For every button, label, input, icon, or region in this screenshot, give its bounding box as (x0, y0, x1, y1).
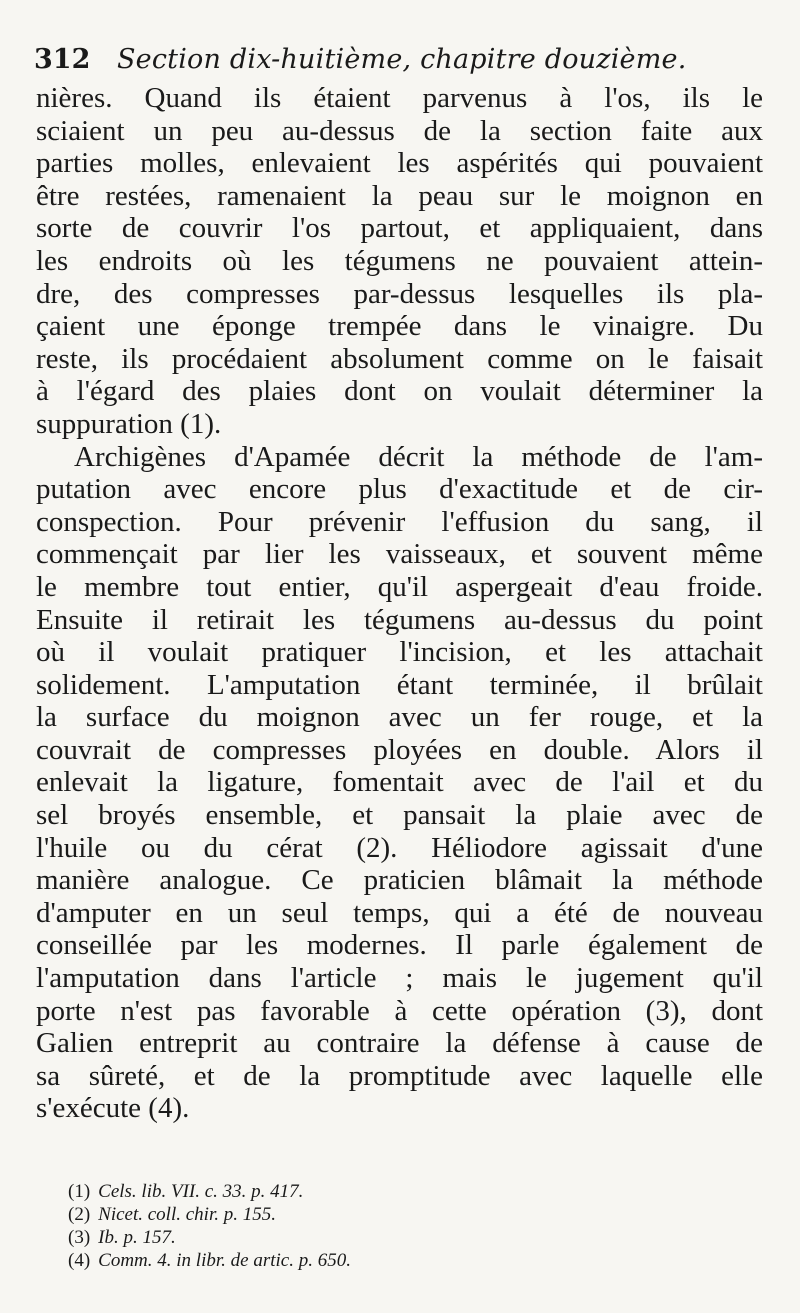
running-title: Section dix-huitième, chapitre douzième. (116, 44, 687, 75)
footnote-text: Nicet. coll. chir. p. 155. (98, 1204, 276, 1225)
text-line: sciaient un peu au-dessus de la section faite aux (36, 114, 763, 147)
text-line: couvrait de compresses ployées en double. Alors il (36, 733, 763, 766)
text-line: putation avec encore plus d'exactitude et de cir- (36, 473, 763, 506)
text-line: dre, des compresses par-dessus lesquelles ils pla- (36, 277, 763, 310)
text-line: le membre tout entier, qu'il aspergeait d'eau froide. (36, 570, 763, 603)
text-line: l'huile ou du cérat (2). Héliodore agissait d'une (36, 831, 763, 864)
footnote-text: Ib. p. 157. (98, 1227, 176, 1248)
text-line: enlevait la ligature, fomentait avec de l'ail et du (36, 766, 763, 799)
footnote-text: Comm. 4. in libr. de artic. p. 650. (98, 1250, 351, 1271)
text-line: manière analogue. Ce praticien blâmait la méthode (36, 864, 763, 897)
paragraph-continuation (36, 82, 763, 441)
page-number: 312 (34, 44, 91, 75)
paragraph-archigenes (36, 441, 763, 1125)
text-line: les endroits où les tégumens ne pouvaient attein- (36, 244, 763, 277)
footnote-mark: (1) (68, 1181, 91, 1202)
text-line: être restées, ramenaient la peau sur le moignon en (36, 179, 763, 212)
body-text (36, 82, 763, 1125)
text-line: sorte de couvrir l'os partout, et appliquaient, dans (36, 212, 763, 245)
text-line: conspection. Pour prévenir l'effusion du sang, il (36, 505, 763, 538)
text-line: commençait par lier les vaisseaux, et souvent même (36, 538, 763, 571)
text-line: sa sûreté, et de la promptitude avec laquelle elle (36, 1059, 763, 1092)
text-line: Ensuite il retirait les tégumens au-dessus du point (36, 603, 763, 636)
footnote (68, 1203, 668, 1226)
footnote-text: Cels. lib. VII. c. 33. p. 417. (98, 1181, 304, 1202)
footnote-mark: (4) (68, 1250, 91, 1271)
text-line: l'amputation dans l'article ; mais le jugement qu'il (36, 962, 763, 995)
text-line: conseillée par les modernes. Il parle également de (36, 929, 763, 962)
text-line: parties molles, enlevaient les aspérités qui pouvaient (36, 147, 763, 180)
text-line: où il voulait pratiquer l'incision, et les attachait (36, 636, 763, 669)
text-line: la surface du moignon avec un fer rouge, et la (36, 701, 763, 734)
text-line: d'amputer en un seul temps, qui a été de nouveau (36, 896, 763, 929)
text-line: sel broyés ensemble, et pansait la plaie avec de (36, 799, 763, 832)
footnote-mark: (2) (68, 1204, 91, 1225)
text-line: à l'égard des plaies dont on voulait déterminer la (36, 375, 763, 408)
text-line: porte n'est pas favorable à cette opération (3), dont (36, 994, 763, 1027)
footnote (68, 1180, 668, 1203)
footnotes (68, 1180, 668, 1272)
text-line: çaient une éponge trempée dans le vinaigre. Du (36, 310, 763, 343)
text-line: suppuration (1). (36, 407, 222, 440)
text-line: Archigènes d'Apamée décrit la méthode de l'am- (74, 440, 763, 473)
footnote-mark: (3) (68, 1227, 91, 1248)
text-line: Galien entreprit au contraire la défense à cause de (36, 1027, 763, 1060)
text-line: s'exécute (4). (36, 1092, 190, 1125)
text-line: solidement. L'amputation étant terminée, il brûlait (36, 668, 763, 701)
footnote (68, 1226, 668, 1249)
text-line: nières. Quand ils étaient parvenus à l'os, ils le (36, 82, 763, 114)
footnote (68, 1249, 668, 1272)
text-line: reste, ils procédaient absolument comme on le faisait (36, 342, 763, 375)
running-header (34, 40, 764, 80)
